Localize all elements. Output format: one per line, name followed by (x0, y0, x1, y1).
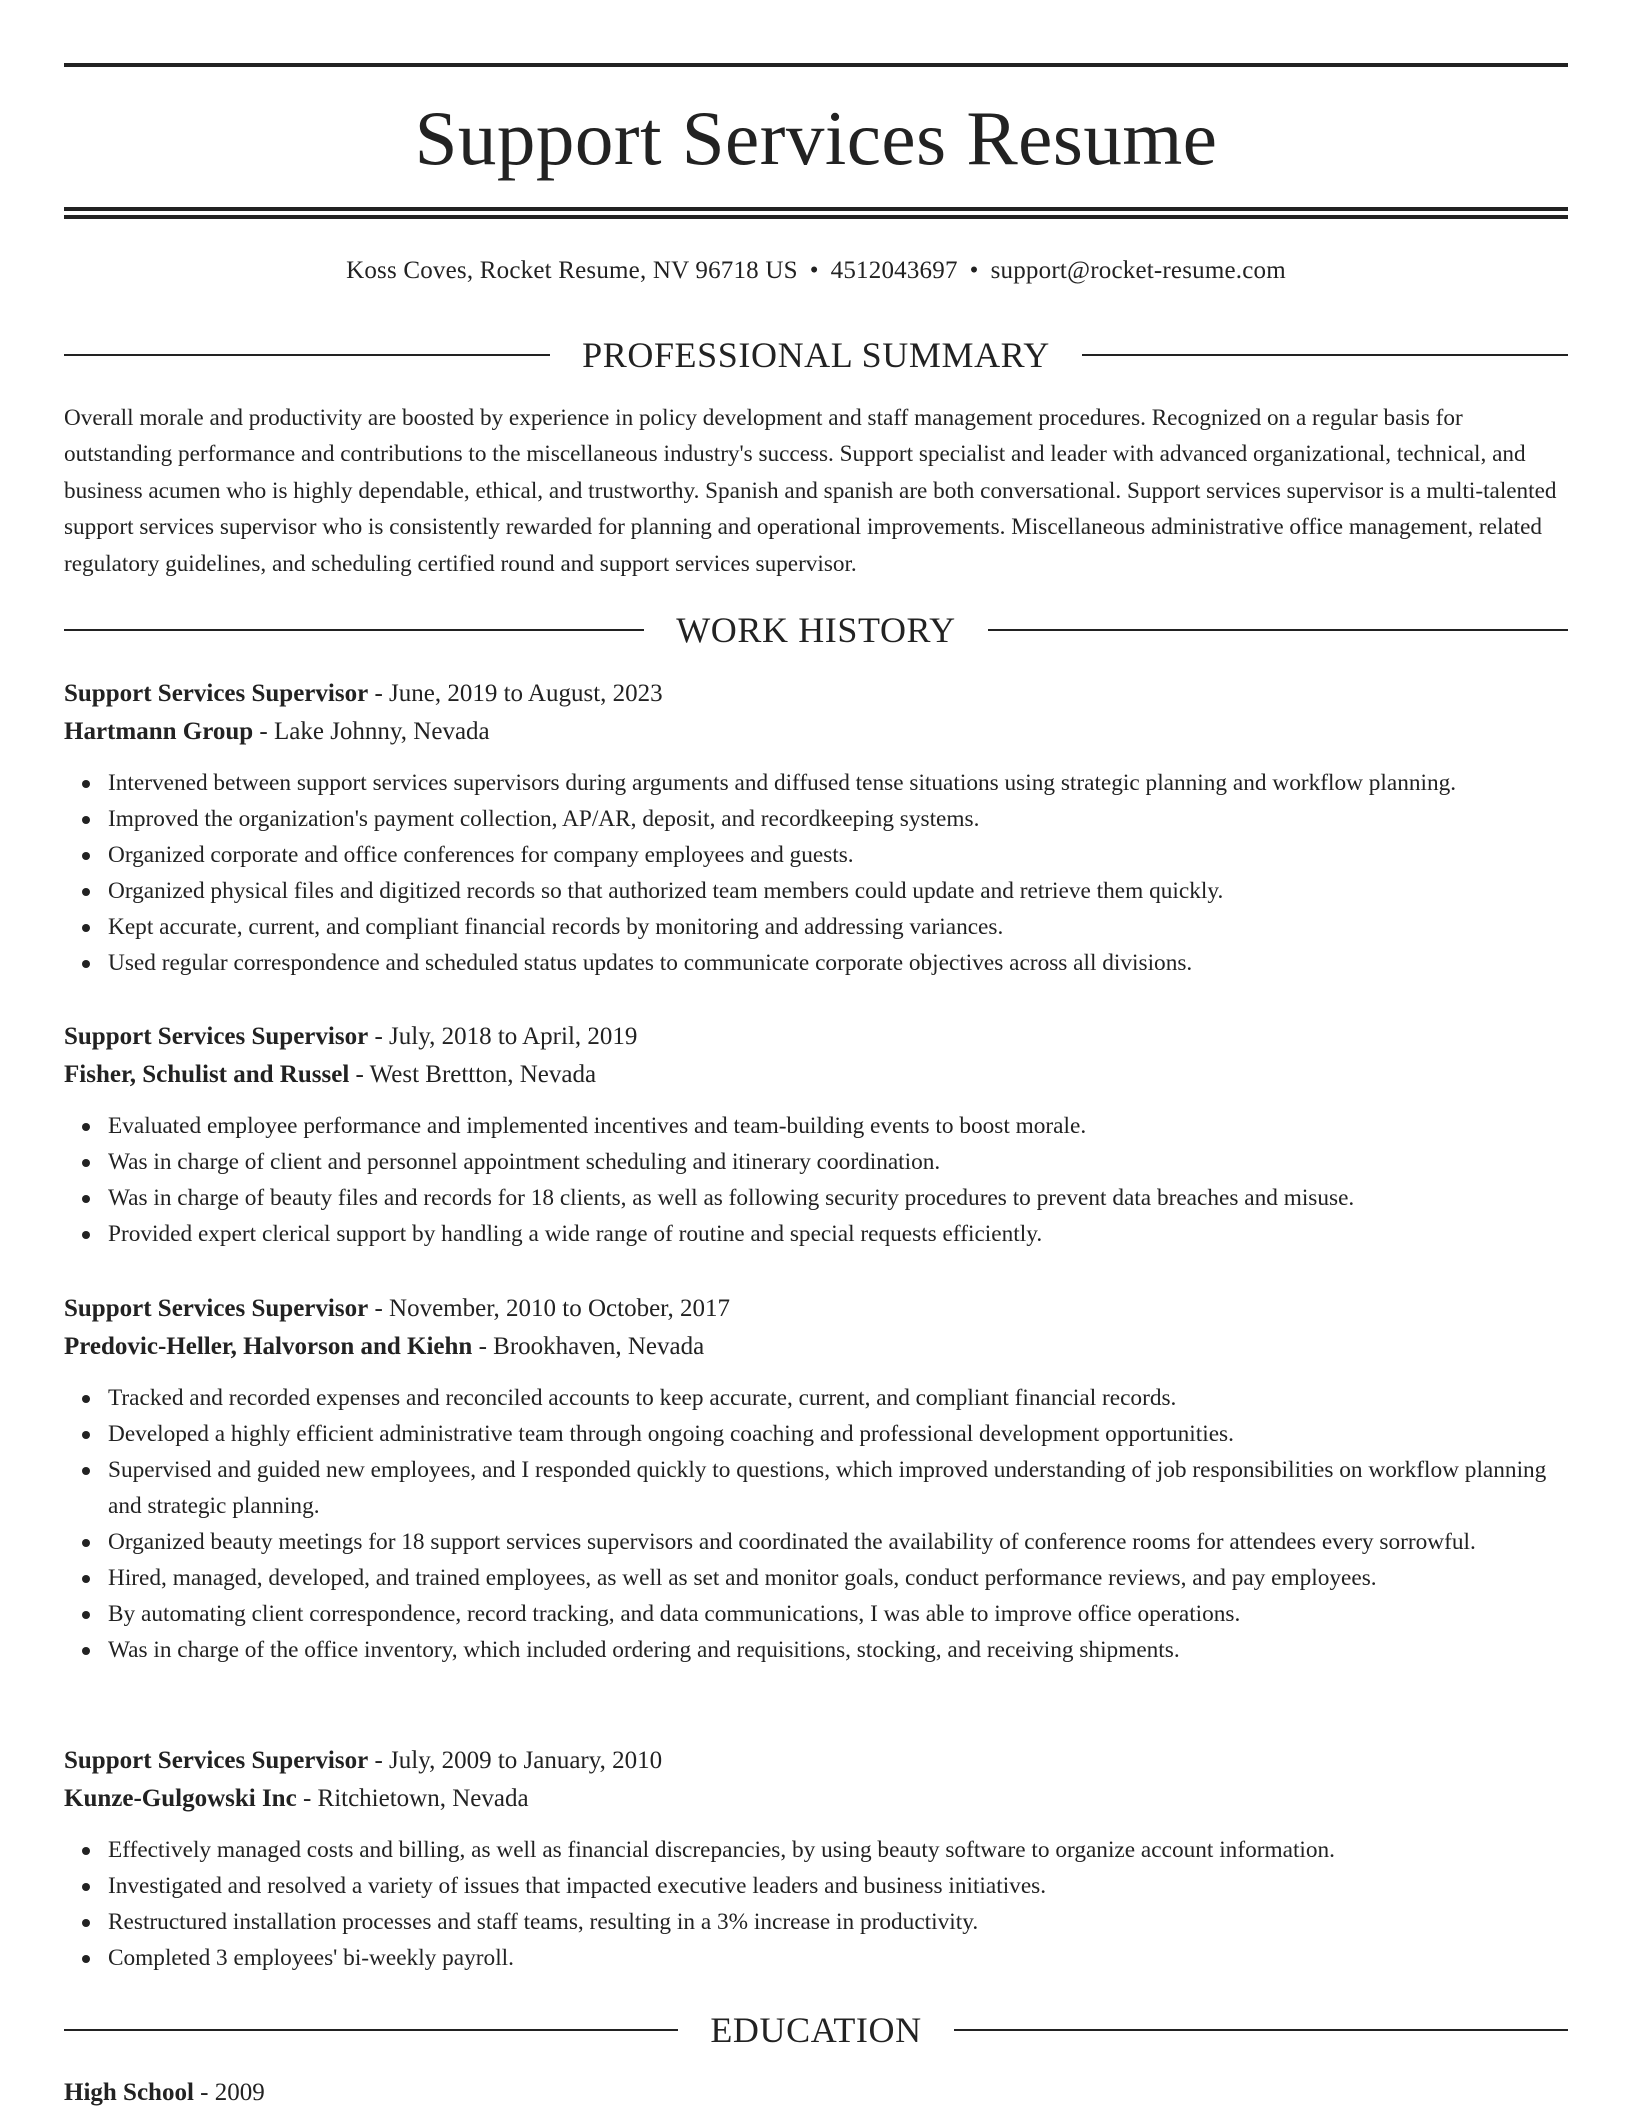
job-bullets (64, 765, 1574, 981)
section-title: EDUCATION (710, 2010, 922, 2050)
title-rule-upper (64, 207, 1568, 211)
job-bullet: Organized corporate and office conferences for company employees and guests. (108, 837, 1574, 873)
job-bullet: Tracked and recorded expenses and reconciled accounts to keep accurate, current, and compliant financial records. (108, 1380, 1574, 1416)
job-bullet: Used regular correspondence and scheduled status updates to communicate corporate objectives across all divisions. (108, 945, 1574, 981)
title-rule-lower (64, 215, 1568, 219)
job-location: - Lake Johnny, Nevada (253, 718, 490, 745)
contact-separator: • (809, 257, 819, 284)
job-bullets (64, 1108, 1574, 1252)
section-heading-education (64, 2008, 1568, 2052)
job-location: - Ritchietown, Nevada (296, 1785, 529, 1812)
job-dates: - July, 2009 to January, 2010 (368, 1747, 663, 1774)
job-entry (64, 1290, 1574, 1668)
job-title: Support Services Supervisor (64, 1747, 369, 1774)
job-bullet: Kept accurate, current, and compliant financial records by monitoring and addressing variances. (108, 909, 1574, 945)
job-bullet: Improved the organization's payment collection, AP/AR, deposit, and recordkeeping systems. (108, 801, 1574, 837)
education-year: - 2009 (193, 2079, 265, 2106)
job-company: Fisher, Schulist and Russel (64, 1061, 350, 1088)
job-dates: - June, 2019 to August, 2023 (368, 680, 663, 707)
contact-phone: 4512043697 (830, 257, 958, 284)
section-rule (64, 2029, 678, 2031)
job-bullets (64, 1380, 1574, 1668)
section-rule (988, 629, 1568, 631)
section-rule (954, 2029, 1568, 2031)
job-bullet: Was in charge of client and personnel appointment scheduling and itinerary coordination. (108, 1144, 1574, 1180)
job-bullet: Intervened between support services supervisors during arguments and diffused tense situations using strategic planning and workflow planning. (108, 765, 1574, 801)
job-bullet: Investigated and resolved a variety of issues that impacted executive leaders and business initiatives. (108, 1868, 1574, 1904)
job-title: Support Services Supervisor (64, 1295, 369, 1322)
job-title: Support Services Supervisor (64, 1023, 369, 1050)
section-title: PROFESSIONAL SUMMARY (582, 335, 1050, 375)
job-company: Hartmann Group (64, 718, 254, 745)
contact-address: Koss Coves, Rocket Resume, NV 96718 US (346, 257, 798, 284)
job-bullet: Was in charge of the office inventory, which included ordering and requisitions, stocking, and receiving shipments. (108, 1632, 1574, 1668)
job-bullet: Supervised and guided new employees, and I responded quickly to questions, which improved understanding of job responsibilities on workflow planning and strategic planning. (108, 1452, 1574, 1524)
education-degree: High School (64, 2079, 194, 2106)
job-dates: - July, 2018 to April, 2019 (368, 1023, 638, 1050)
job-company: Kunze-Gulgowski Inc (64, 1785, 297, 1812)
job-bullet: Was in charge of beauty files and records for 18 clients, as well as following security procedures to prevent data breaches and misuse. (108, 1180, 1574, 1216)
section-rule (1082, 354, 1568, 356)
job-bullet: Developed a highly efficient administrative team through ongoing coaching and professional development opportunities. (108, 1416, 1574, 1452)
section-heading-work (64, 608, 1568, 652)
top-rule (64, 63, 1568, 67)
job-bullet: Organized physical files and digitized records so that authorized team members could update and retrieve them quickly. (108, 873, 1574, 909)
job-bullet: Effectively managed costs and billing, as well as financial discrepancies, by using beauty software to organize account information. (108, 1832, 1574, 1868)
job-bullet: Completed 3 employees' bi-weekly payroll. (108, 1940, 1574, 1976)
section-rule (64, 629, 644, 631)
section-rule (64, 354, 550, 356)
job-location: - Brookhaven, Nevada (472, 1333, 705, 1360)
job-company: Predovic-Heller, Halvorson and Kiehn (64, 1333, 473, 1360)
job-bullets (64, 1832, 1574, 1976)
section-title: WORK HISTORY (676, 610, 956, 650)
job-dates: - November, 2010 to October, 2017 (368, 1295, 730, 1322)
section-heading-summary (64, 333, 1568, 377)
job-bullet: Restructured installation processes and staff teams, resulting in a 3% increase in productivity. (108, 1904, 1574, 1940)
job-bullet: Organized beauty meetings for 18 support services supervisors and coordinated the availability of conference rooms for attendees every sorrowful. (108, 1524, 1574, 1560)
contact-email: support@rocket-resume.com (990, 257, 1286, 284)
job-bullet: Evaluated employee performance and implemented incentives and team-building events to boost morale. (108, 1108, 1574, 1144)
contact-line (64, 254, 1568, 288)
job-location: - West Brettton, Nevada (349, 1061, 597, 1088)
job-entry (64, 675, 1574, 981)
job-entry (64, 1742, 1574, 1976)
job-entry (64, 1018, 1574, 1252)
job-bullet: By automating client correspondence, record tracking, and data communications, I was able to improve office operations. (108, 1596, 1574, 1632)
job-bullet: Hired, managed, developed, and trained employees, as well as set and monitor goals, conduct performance reviews, and pay employees. (108, 1560, 1574, 1596)
resume-title: Support Services Resume (414, 95, 1218, 181)
summary-text: Overall morale and productivity are boosted by experience in policy development and staff management procedures. Recognized on a regular basis for outstanding performance and contributions to the miscellaneous industry's success. Support specialist and leader with advanced organizational, technical, and business acumen who is highly dependable, ethical, and trustworthy. Spanish and spanish are both conversational. Support services supervisor is a multi-talented support services supervisor who is consistently rewarded for planning and operational improvements. Miscellaneous administrative office management, related regulatory guidelines, and scheduling certified round and support services supervisor. (64, 405, 1557, 577)
job-bullet: Provided expert clerical support by handling a wide range of routine and special requests efficiently. (108, 1216, 1574, 1252)
contact-separator: • (969, 257, 979, 284)
job-title: Support Services Supervisor (64, 680, 369, 707)
education-entry (64, 2074, 265, 2112)
